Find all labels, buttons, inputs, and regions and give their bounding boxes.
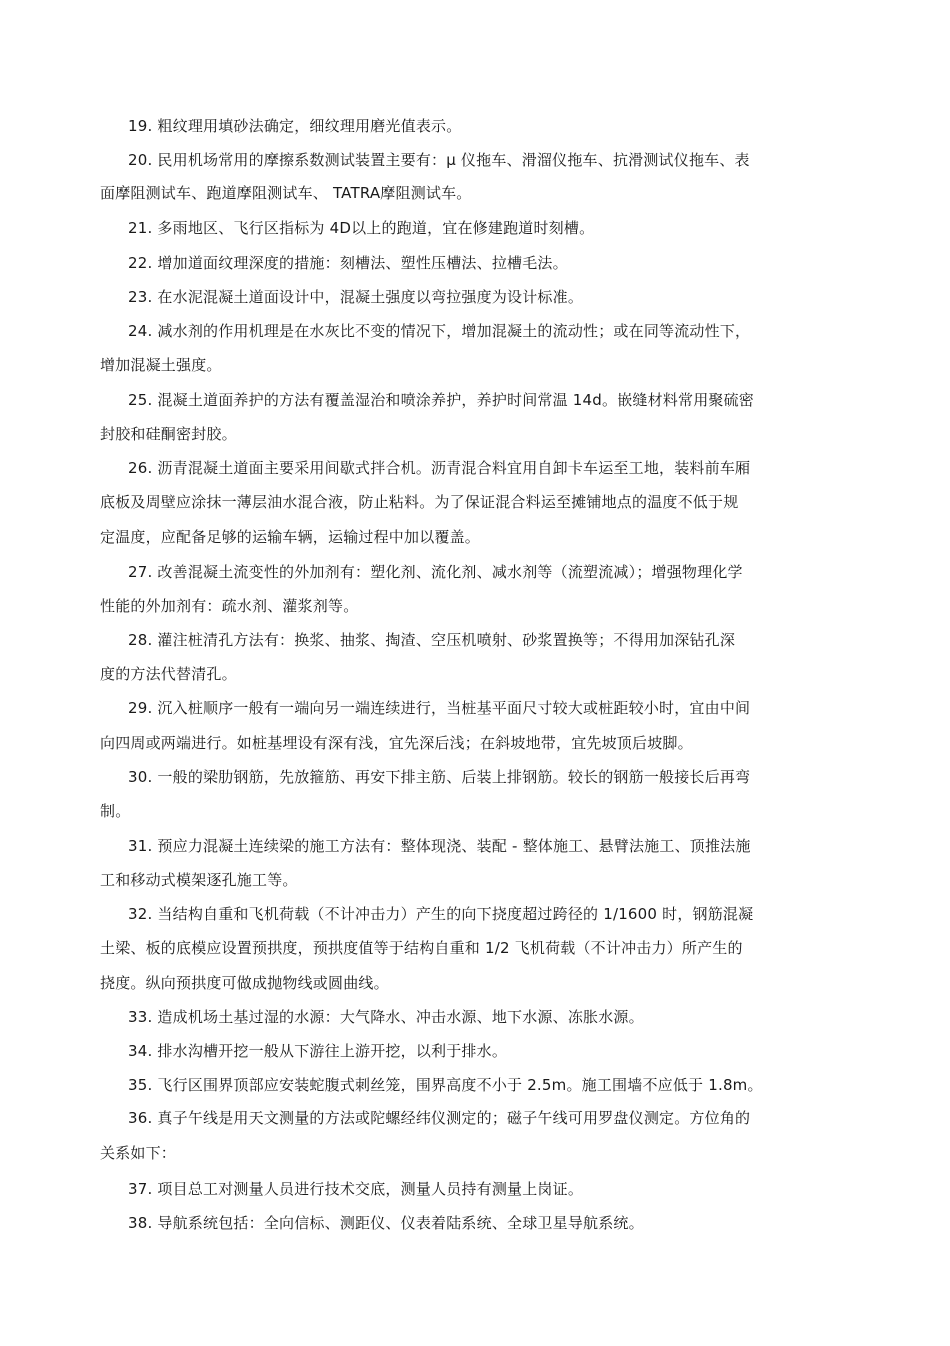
item-26-line-2: 底板及周壁应涂抹一薄层油水混合液，防止粘料。为了保证混合料运至摊铺地点的温度不低于规 bbox=[100, 493, 739, 511]
item-27-line-1: 27. 改善混凝土流变性的外加剂有：塑化剂、流化剂、减水剂等（流塑流减）；增强物理化学 bbox=[128, 563, 743, 581]
item-32-line-1: 32. 当结构自重和飞机荷载（不计冲击力）产生的向下挠度超过跨径的 1/1600 时，钢筋混凝 bbox=[128, 905, 754, 923]
item-22-line-1: 22. 增加道面纹理深度的措施：刻槽法、塑性压槽法、拉槽毛法。 bbox=[128, 254, 568, 272]
item-23-line-1: 23. 在水泥混凝土道面设计中，混凝土强度以弯拉强度为设计标准。 bbox=[128, 288, 584, 306]
item-37-line-1: 37. 项目总工对测量人员进行技术交底，测量人员持有测量上岗证。 bbox=[128, 1180, 584, 1198]
item-21-line-1: 21. 多雨地区、飞行区指标为 4D以上的跑道，宜在修建跑道时刻槽。 bbox=[128, 219, 595, 237]
item-28-line-1: 28. 灌注桩清孔方法有：换浆、抽浆、掏渣、空压机喷射、砂浆置换等；不得用加深钻孔深 bbox=[128, 631, 736, 649]
item-30-line-1: 30. 一般的梁肋钢筋，先放箍筋、再安下排主筋、后装上排钢筋。较长的钢筋一般接长后再弯 bbox=[128, 768, 751, 786]
item-27-line-2: 性能的外加剂有：疏水剂、灌浆剂等。 bbox=[100, 597, 359, 615]
item-26-line-1: 26. 沥青混凝土道面主要采用间歇式拌合机。沥青混合料宜用自卸卡车运至工地，装料前车厢 bbox=[128, 459, 751, 477]
item-25-line-2: 封胶和硅酮密封胶。 bbox=[100, 425, 237, 443]
item-28-line-2: 度的方法代替清孔。 bbox=[100, 665, 237, 683]
item-32-line-3: 挠度。纵向预拱度可做成抛物线或圆曲线。 bbox=[100, 974, 389, 992]
item-36-line-1: 36. 真子午线是用天文测量的方法或陀螺经纬仪测定的；磁子午线可用罗盘仪测定。方位角的 bbox=[128, 1109, 751, 1127]
item-36-line-2: 关系如下： bbox=[100, 1144, 177, 1162]
item-20-line-2: 面摩阻测试车、跑道摩阻测试车、 TATRA摩阻测试车。 bbox=[100, 184, 472, 202]
item-32-line-2: 土梁、板的底模应设置预拱度，预拱度值等于结构自重和 1/2 飞机荷载（不计冲击力）所产生的 bbox=[100, 939, 743, 957]
item-31-line-1: 31. 预应力混凝土连续梁的施工方法有：整体现浇、装配 - 整体施工、悬臂法施工、顶推法施 bbox=[128, 837, 751, 855]
item-35-line-1: 35. 飞行区围界顶部应安装蛇腹式刺丝笼，围界高度不小于 2.5m。施工围墙不应低于 1.8m。 bbox=[128, 1076, 763, 1094]
item-29-line-2: 向四周或两端进行。如桩基埋设有深有浅，宜先深后浅；在斜坡地带，宜先坡顶后坡脚。 bbox=[100, 734, 693, 752]
item-30-line-2: 制。 bbox=[100, 802, 131, 820]
item-20-line-1: 20. 民用机场常用的摩擦系数测试装置主要有：μ 仪拖车、滑溜仪拖车、抗滑测试仪拖车、表 bbox=[128, 151, 750, 169]
item-25-line-1: 25. 混凝土道面养护的方法有覆盖湿治和喷涂养护，养护时间常温 14d。嵌缝材料常用聚硫密 bbox=[128, 391, 755, 409]
item-24-line-1: 24. 减水剂的作用机理是在水灰比不变的情况下，增加混凝土的流动性；或在同等流动性下， bbox=[128, 322, 751, 340]
item-29-line-1: 29. 沉入桩顺序一般有一端向另一端连续进行，当桩基平面尺寸较大或桩距较小时，宜由中间 bbox=[128, 699, 751, 717]
item-24-line-2: 增加混凝土强度。 bbox=[100, 356, 222, 374]
item-19-line-1: 19. 粗纹理用填砂法确定，细纹理用磨光值表示。 bbox=[128, 117, 462, 135]
item-26-line-3: 定温度，应配备足够的运输车辆，运输过程中加以覆盖。 bbox=[100, 528, 481, 546]
item-34-line-1: 34. 排水沟槽开挖一般从下游往上游开挖，以利于排水。 bbox=[128, 1042, 508, 1060]
item-33-line-1: 33. 造成机场土基过湿的水源：大气降水、冲击水源、地下水源、冻胀水源。 bbox=[128, 1008, 644, 1026]
item-38-line-1: 38. 导航系统包括：全向信标、测距仪、仪表着陆系统、全球卫星导航系统。 bbox=[128, 1214, 644, 1232]
item-31-line-2: 工和移动式模架逐孔施工等。 bbox=[100, 871, 298, 889]
